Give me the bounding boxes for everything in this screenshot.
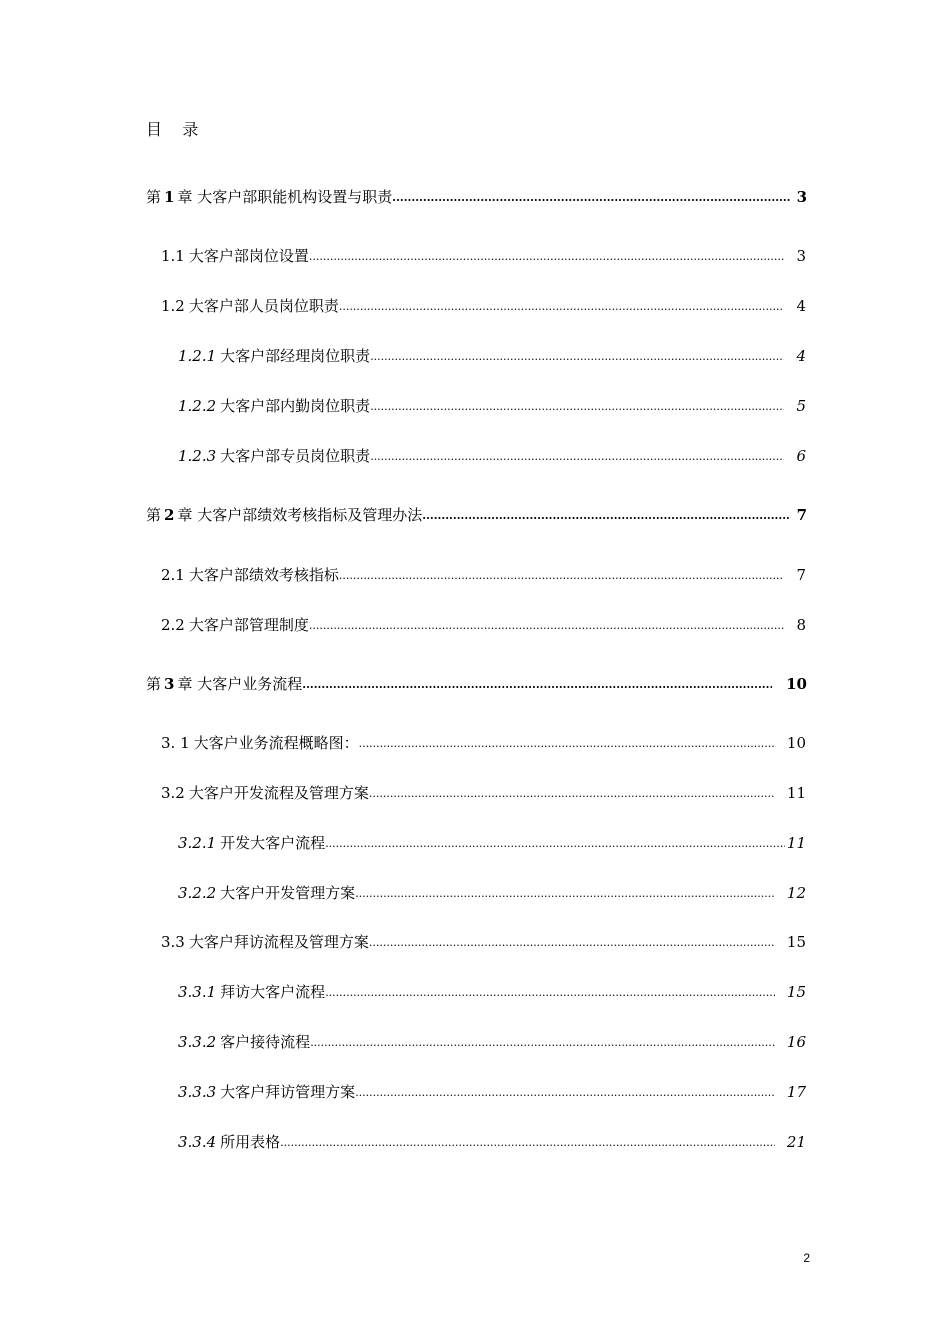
toc-entry-number: 3.2 — [161, 784, 185, 802]
toc-leader-dots — [370, 446, 784, 468]
toc-entry-number: 3 — [164, 675, 175, 693]
toc-entry-3-2-1[interactable] — [178, 832, 806, 854]
toc-entry-3-2[interactable] — [161, 782, 806, 804]
toc-entry-number: 1.2.3 — [178, 447, 217, 465]
toc-entry-label: 章 大客户部职能机构设置与职责 — [177, 188, 393, 206]
toc-entry-label: 章 大客户部绩效考核指标及管理办法 — [177, 506, 423, 524]
toc-entry-page: 15 — [786, 983, 806, 1001]
toc-entry-3-1[interactable] — [161, 732, 806, 754]
toc-entry-page: 4 — [796, 347, 806, 365]
page-number: 2 — [803, 1251, 810, 1265]
toc-entry-label: 大客户部管理制度 — [188, 616, 309, 634]
toc-entry-label: 开发大客户流程 — [220, 834, 326, 852]
toc-entry-label: 拜访大客户流程 — [220, 983, 326, 1001]
toc-entry-3-3[interactable] — [161, 931, 806, 953]
toc-entry-number: 1 — [164, 188, 175, 206]
toc-entry-prefix: 第 — [146, 506, 162, 524]
toc-entry-number: 1.1 — [161, 247, 185, 265]
toc-leader-dots — [309, 246, 785, 268]
toc-leader-dots — [355, 883, 775, 905]
toc-entry-number: 3.3 — [161, 933, 185, 951]
toc-entry-2-1[interactable] — [161, 564, 806, 586]
toc-leader-dots — [310, 1032, 775, 1054]
toc-entry-number: 1.2.1 — [178, 347, 217, 365]
toc-entry-3-2-2[interactable] — [178, 882, 806, 904]
toc-entry-chapter-1[interactable] — [146, 186, 807, 208]
toc-entry-page: 16 — [786, 1033, 806, 1051]
toc-leader-dots — [325, 833, 785, 855]
toc-entry-page: 11 — [786, 784, 806, 802]
toc-entry-3-3-1[interactable] — [178, 981, 806, 1003]
toc-entry-label: 章 大客户业务流程 — [177, 675, 303, 693]
toc-leader-dots — [302, 674, 772, 696]
toc-entry-page: 12 — [786, 884, 806, 902]
toc-entry-page: 3 — [796, 247, 806, 265]
toc-entry-number: 3. 1 — [161, 734, 190, 752]
toc-entry-2-2[interactable] — [161, 614, 806, 636]
toc-entry-label: 大客户开发流程及管理方案 — [188, 784, 369, 802]
toc-entry-page: 7 — [796, 506, 807, 524]
toc-leader-dots — [325, 982, 775, 1004]
toc-entry-3-3-3[interactable] — [178, 1081, 806, 1103]
toc-entry-label: 大客户拜访管理方案 — [220, 1083, 356, 1101]
toc-entry-label: 大客户部绩效考核指标 — [188, 566, 339, 584]
toc-entry-1-2-2[interactable] — [178, 395, 806, 417]
toc-leader-dots — [309, 615, 785, 637]
toc-entry-label: 大客户部经理岗位职责 — [220, 347, 371, 365]
toc-leader-dots — [280, 1132, 775, 1154]
toc-leader-dots — [370, 396, 784, 418]
toc-entry-number: 3.2.1 — [178, 834, 217, 852]
toc-entry-chapter-2[interactable] — [146, 504, 807, 526]
toc-entry-label: 大客户部专员岗位职责 — [220, 447, 371, 465]
toc-leader-dots — [422, 505, 790, 527]
toc-entry-1-2-3[interactable] — [178, 445, 806, 467]
toc-entry-label: 大客户部岗位设置 — [188, 247, 309, 265]
toc-entry-number: 1.2 — [161, 297, 185, 315]
toc-leader-dots — [359, 733, 775, 755]
toc-entry-label: 大客户部内勤岗位职责 — [220, 397, 371, 415]
toc-entry-number: 2.2 — [161, 616, 185, 634]
toc-entry-page: 7 — [796, 566, 806, 584]
toc-entry-prefix: 第 — [146, 188, 162, 206]
toc-leader-dots — [369, 932, 775, 954]
toc-entry-page: 15 — [786, 933, 806, 951]
toc-entry-page: 10 — [786, 675, 807, 693]
toc-entry-number: 2.1 — [161, 566, 185, 584]
toc-entry-1-2[interactable] — [161, 295, 806, 317]
toc-entry-page: 4 — [796, 297, 806, 315]
toc-entry-page: 21 — [786, 1133, 806, 1151]
toc-entry-page: 8 — [796, 616, 806, 634]
toc-entry-number: 3.3.4 — [178, 1133, 217, 1151]
toc-leader-dots — [339, 565, 785, 587]
toc-entry-label: 大客户部人员岗位职责 — [188, 297, 339, 315]
toc-leader-dots — [369, 783, 775, 805]
toc-entry-page: 10 — [786, 734, 806, 752]
toc-entry-page: 17 — [786, 1083, 806, 1101]
toc-entry-page: 11 — [786, 834, 806, 852]
toc-leader-dots — [339, 296, 785, 318]
toc-entry-3-3-2[interactable] — [178, 1031, 806, 1053]
toc-entry-page: 5 — [796, 397, 806, 415]
toc-entry-number: 2 — [164, 506, 175, 524]
toc-entry-label: 大客户业务流程概略图： — [193, 734, 359, 752]
toc-entry-page: 3 — [796, 188, 807, 206]
toc-entry-3-3-4[interactable] — [178, 1131, 806, 1153]
toc-entry-1-2-1[interactable] — [178, 345, 806, 367]
toc-entry-label: 客户接待流程 — [220, 1033, 311, 1051]
toc-entry-number: 3.3.2 — [178, 1033, 217, 1051]
toc-entry-number: 3.3.3 — [178, 1083, 217, 1101]
toc-entry-number: 3.2.2 — [178, 884, 217, 902]
toc-entry-label: 大客户拜访流程及管理方案 — [188, 933, 369, 951]
toc-entry-chapter-3[interactable] — [146, 673, 807, 695]
toc-entry-label: 大客户开发管理方案 — [220, 884, 356, 902]
toc-entry-number: 1.2.2 — [178, 397, 217, 415]
toc-title: 目 录 — [146, 120, 199, 139]
toc-entry-number: 3.3.1 — [178, 983, 217, 1001]
toc-leader-dots — [392, 187, 790, 209]
toc-entry-1-1[interactable] — [161, 245, 806, 267]
toc-leader-dots — [370, 346, 784, 368]
toc-entry-label: 所用表格 — [220, 1133, 281, 1151]
toc-entry-page: 6 — [796, 447, 806, 465]
toc-entry-prefix: 第 — [146, 675, 162, 693]
toc-leader-dots — [355, 1082, 775, 1104]
